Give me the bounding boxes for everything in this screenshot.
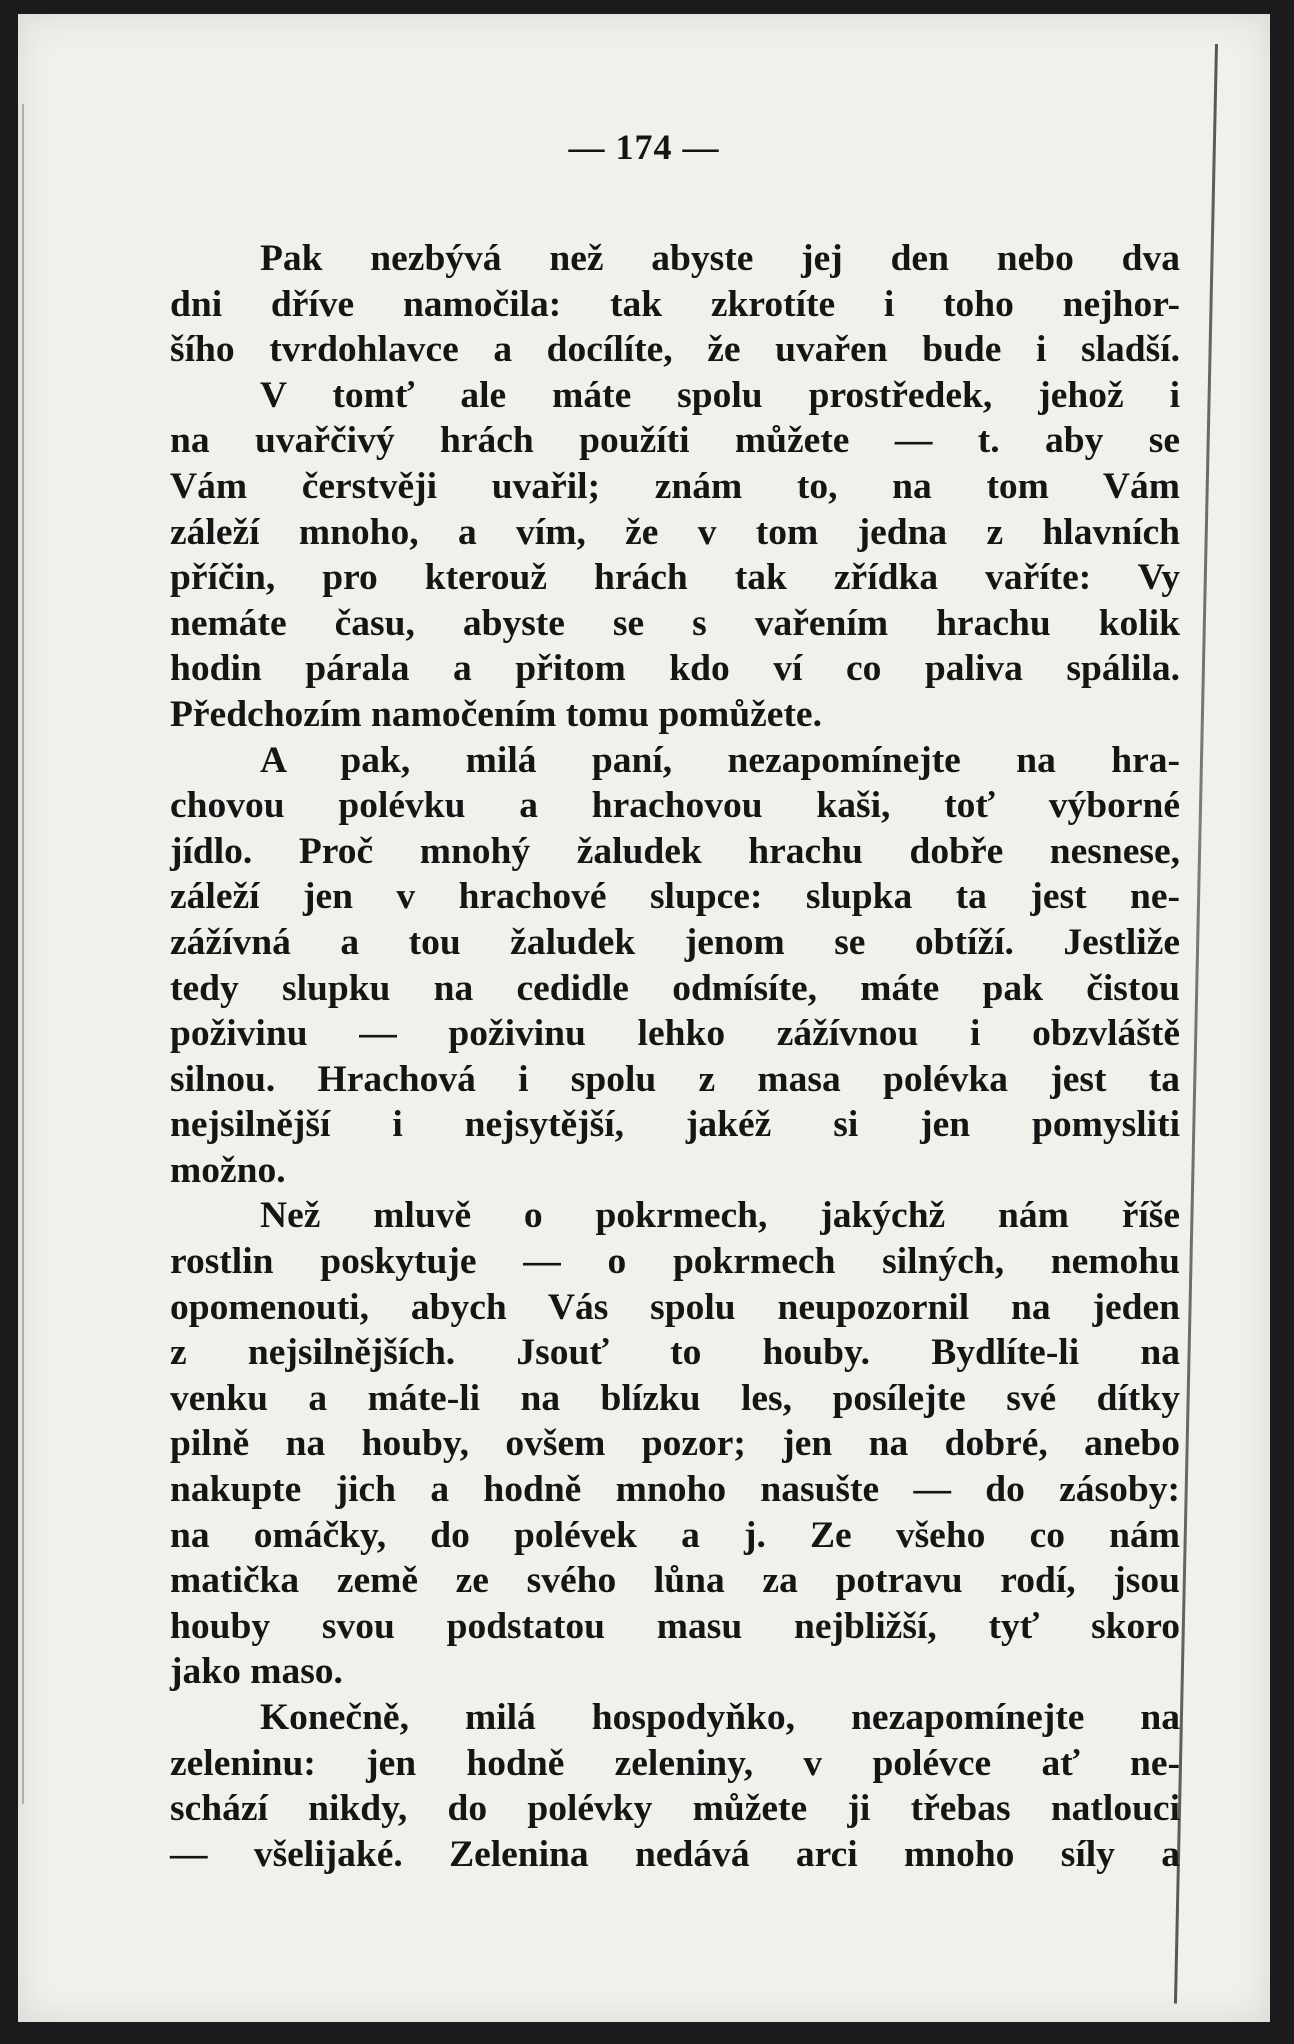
body-text <box>170 236 1180 1877</box>
page-right-edge-line <box>1174 44 1218 2004</box>
text-line: poživinu — poživinu lehko zážívnou i obzvláště <box>170 1013 1180 1055</box>
text-line: hodin párala a přitom kdo ví co paliva spálila. <box>170 648 1180 690</box>
text-line: na uvařčivý hrách použíti můžete — t. aby se <box>170 420 1180 462</box>
text-line: Konečně, milá hospodyňko, nezapomínejte na <box>260 1697 1180 1738</box>
text-line: schází nikdy, do polévky můžete ji třebas natlouci <box>170 1788 1180 1830</box>
text-line: tedy slupku na cedidle odmísíte, máte pak čistou <box>170 967 1180 1009</box>
text-line: šího tvrdohlavce a docílíte, že uvařen bude i sladší. <box>170 329 1180 371</box>
text-line: nemáte času, abyste se s vařením hrachu kolik <box>170 602 1180 644</box>
text-line: V tomť ale máte spolu prostředek, jehož i <box>260 374 1180 416</box>
text-line: A pak, milá paní, nezapomínejte na hra- <box>260 739 1180 781</box>
text-line: zážívná a tou žaludek jenom se obtíží. Jestliže <box>170 921 1180 963</box>
text-line: na omáčky, do polévek a j. Ze všeho co nám <box>170 1514 1180 1556</box>
page-left-edge-shadow <box>22 104 24 1804</box>
text-line: nejsilnější i nejsytější, jakéž si jen pomysliti <box>170 1104 1180 1146</box>
text-line: zeleninu: jen hodně zeleniny, v polévce ať ne- <box>170 1742 1180 1784</box>
text-line: rostlin poskytuje — o pokrmech silných, nemohu <box>170 1241 1180 1283</box>
text-line: z nejsilnějších. Jsouť to houby. Bydlíte-li na <box>170 1332 1180 1374</box>
text-line: Než mluvě o pokrmech, jakýchž nám říše <box>260 1195 1180 1237</box>
page-number: — 174 — <box>568 127 720 167</box>
text-line: houby svou podstatou masu nejbližší, tyť skoro <box>170 1605 1180 1647</box>
text-line: Předchozím namočením tomu pomůžete. <box>170 693 822 735</box>
text-line: jídlo. Proč mnohý žaludek hrachu dobře nesnese, <box>170 830 1180 872</box>
text-line: — všelijaké. Zelenina nedává arci mnoho síly a <box>170 1833 1180 1875</box>
text-line: matička země ze svého lůna za potravu rodí, jsou <box>170 1560 1180 1602</box>
text-line: záleží mnoho, a vím, že v tom jedna z hlavních <box>170 511 1180 553</box>
text-line: opomenouti, abych Vás spolu neupozornil na jeden <box>170 1286 1180 1328</box>
text-line: jako maso. <box>170 1651 343 1693</box>
text-line: záleží jen v hrachové slupce: slupka ta jest ne- <box>170 876 1180 918</box>
text-line: Vám čerstvěji uvařil; znám to, na tom Vám <box>170 465 1180 507</box>
text-line: možno. <box>170 1149 286 1191</box>
text-line: silnou. Hrachová i spolu z masa polévka jest ta <box>170 1058 1180 1100</box>
text-line: pilně na houby, ovšem pozor; jen na dobré, anebo <box>170 1423 1180 1465</box>
text-line: dni dříve namočila: tak zkrotíte i toho nejhor- <box>170 283 1180 325</box>
text-line: Pak nezbývá než abyste jej den nebo dva <box>260 238 1180 279</box>
paper-sheet <box>18 14 1270 2022</box>
text-line: nakupte jich a hodně mnoho nasušte — do zásoby: <box>170 1469 1180 1511</box>
text-line: příčin, pro kterouž hrách tak zřídka vaříte: Vy <box>170 557 1180 599</box>
text-line: chovou polévku a hrachovou kaši, toť výborné <box>170 785 1180 827</box>
text-line: venku a máte-li na blízku les, posílejte své dítky <box>170 1377 1180 1419</box>
